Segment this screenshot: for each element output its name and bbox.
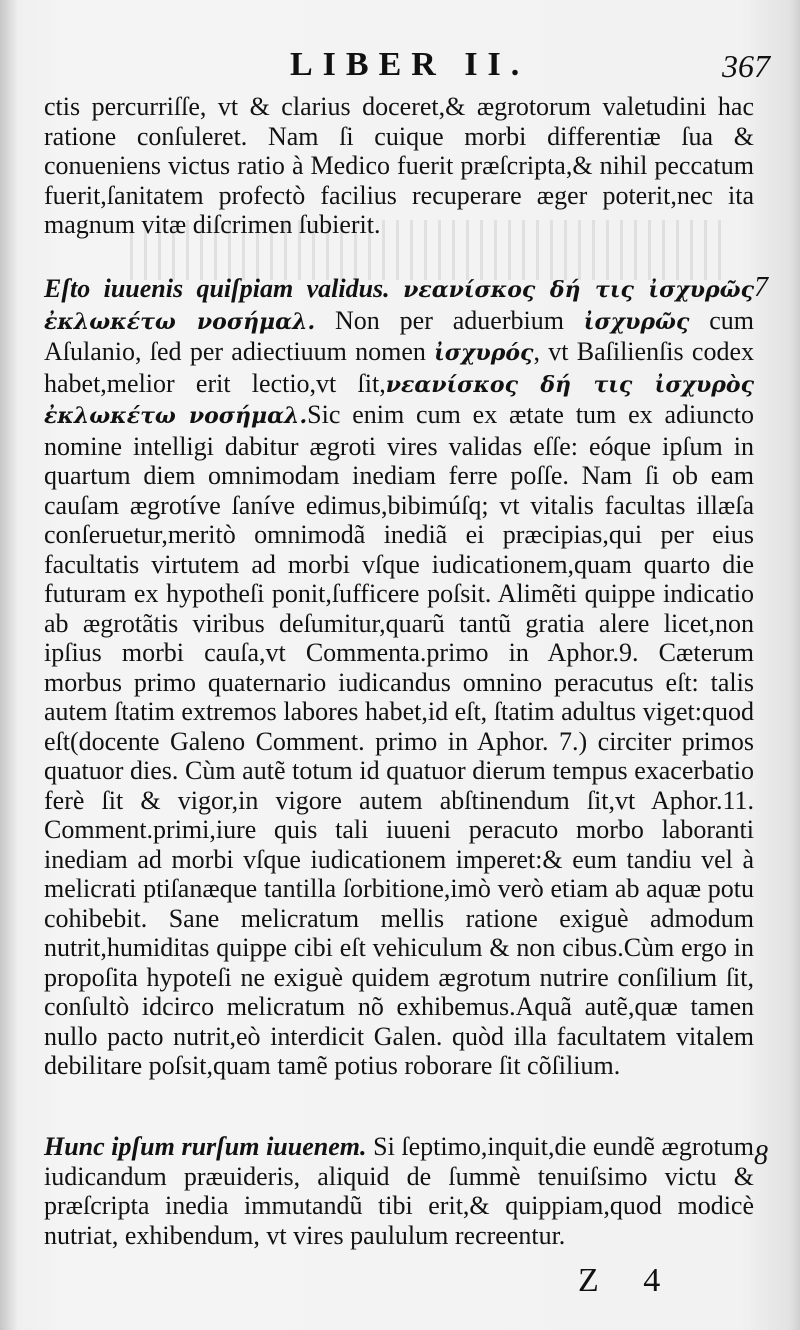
lemma-latin: Eſto iuuenis quiſpiam validus. bbox=[44, 274, 390, 303]
greek-word-2: ἰσχυρός bbox=[434, 340, 534, 366]
paragraph-1-text: ctis percurriſſe, vt & clarius doceret,& ægrotorum valetudini hac ratione conſuleret. Nam ſi cuique morbi differentiæ ſua & conueniens victus ratio à Medico fuerit præſcripta,& nihil peccatum fuerit,ſanitatem profectò facilius recuperare æger poterit,nec ita magnum vitæ diſcrimen ſubierit. bbox=[44, 92, 754, 239]
greek-phrase-3: νεανίσκος δή τις ἰσχυρὸς ἐκλωκέτω νοσήμαλ. bbox=[44, 371, 754, 429]
paragraph-2 bbox=[44, 274, 754, 1081]
paragraph-2-text-c: , vt Baſilienſis codex habet,melior erit lectio,vt ſit, bbox=[44, 337, 755, 398]
margin-number-7: 7 bbox=[754, 272, 768, 303]
paragraph-2-text-b: cum Aſulanio, ſed per adiectiuum nomen bbox=[44, 305, 755, 366]
lemma-latin-2: Hunc ipſum rurſum iuuenem. bbox=[44, 1132, 367, 1161]
page-header bbox=[0, 40, 800, 90]
greek-word-1: ἰσχυρῶς bbox=[583, 308, 690, 335]
paragraph-2-text-a: Non per aduerbium bbox=[315, 305, 584, 335]
paragraph-2-text-d: Sic enim cum ex ætate tum ex adiuncto nomine intelligi dabitur ægroti vires validas eſſe: eóque ipſum in quartum diem omnimodam inediam ferre poſſe. Nam ſi ob eam cauſam ægrotíve ſaníve edimus,bibimúſq; vt vitalis facultas illæſa conſeruetur,meritò omnimodã inediã ei præcipias,qui per eius facultatis virtutem ad morbi vſque iudicationem,quam quarto die futuram ex hypotheſi ponit,ſufficere poſsit. Alimẽti quippe indicatio ab ægrotãtis viribus deſumitur,quarũ tantũ gratia alere licet,non ipſius morbi cauſa,vt Commenta.primo in Aphor.9. Cæterum morbus primo quaternario iudicandus omnino peracutus eſt: talis autem ſtatim extremos labores habet,id eſt, ſtatim adultus viget:quod eſt(docente Galeno Comment. primo in Aphor. 7.) circiter primos quatuor dies. Cùm autẽ totum id quatuor dierum tempus exacerbatio ferè ſit & vigor,in vigore autem abſtinendum ſit,vt Aphor.11. Comment.primi,iure quis tali iuueni peracuto morbo laboranti inediam ad morbi vſque iudicationem imperet:& eum tandiu vel à melicrati ptiſanæque tantilla ſorbitione,imò verò etiam ab aquæ potu cohibebit. Sane melicratum mellis ratione exiguè admodum nutrit,humiditas quippe cibi eſt vehiculum & non cibus.Cùm ergo in propoſita hypoteſi ne exiguè quidem ægrotum nutrire conſilium ſit, conſultò idcirco melicratum nõ exhibemus.Aquã autẽ,quæ tamen nullo pacto nutrit,eò interdicit Galen. quòd illa facultatem vitalem debilitare poſsit,quam tamẽ potius roborare ſit cõſilium. bbox=[44, 400, 754, 1080]
paragraph-1 bbox=[44, 92, 754, 240]
margin-number-8: 8 bbox=[754, 1140, 768, 1171]
page-number: 367 bbox=[722, 48, 770, 84]
running-title: LIBER II. bbox=[290, 46, 530, 83]
paragraph-3 bbox=[44, 1132, 754, 1250]
signature-mark: Z 4 bbox=[578, 1262, 679, 1299]
paragraph-3-text: Si ſeptimo,inquit,die eundẽ ægrotum iudicandum præuideris, aliquid de ſummè tenuiſsimo victu & præſcripta inedia immutandũ tibi erit,& quippiam,quod modicè nutriat, exhibendum, vt vires paululum recreentur. bbox=[44, 1132, 754, 1250]
lemma-greek: νεανίσκος δή τις ἰσχυρῶς ἐκλωκέτω νοσήμαλ. bbox=[44, 277, 754, 335]
